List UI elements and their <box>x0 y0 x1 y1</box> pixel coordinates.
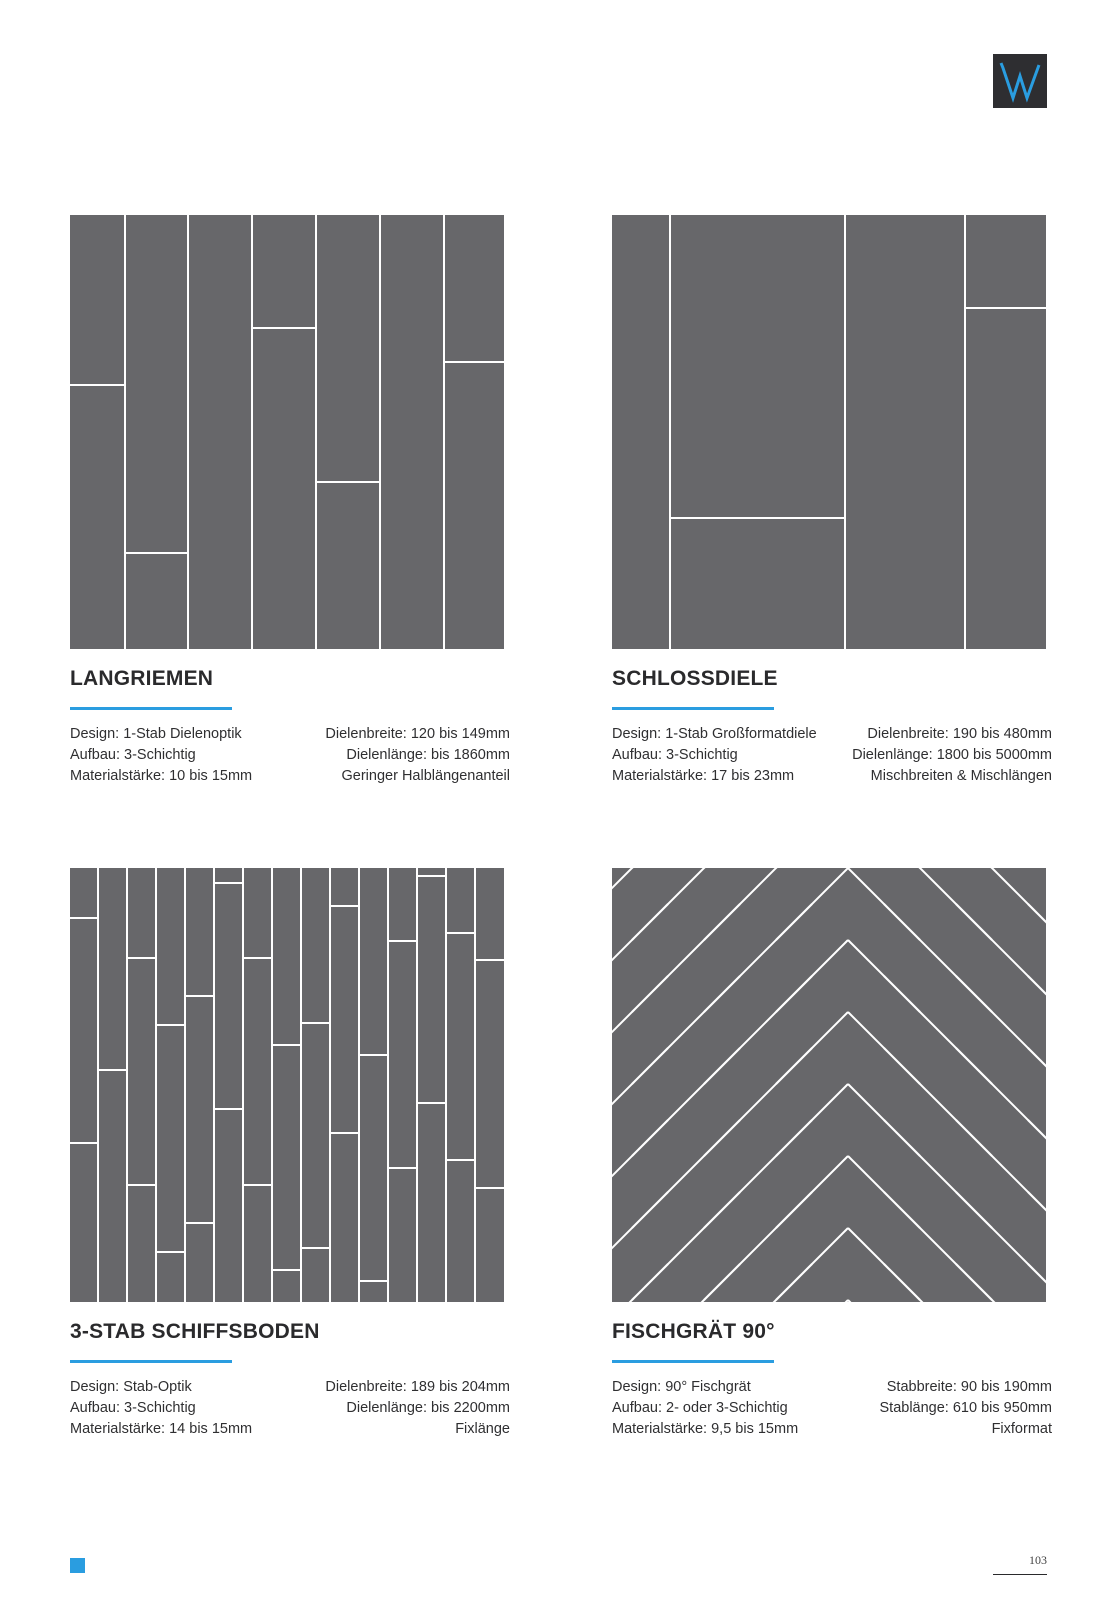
plank-joint <box>776 976 812 1012</box>
plank-joint <box>704 904 740 940</box>
spec-breite: Stabbreite: 90 bis 190mm <box>886 1379 1052 1395</box>
fischgraet-pattern-image <box>612 868 1046 1302</box>
spec-materialstaerke: Materialstärke: 9,5 bis 15mm <box>612 1421 799 1437</box>
plank-joint <box>612 1012 848 1302</box>
page-marker-square <box>70 1558 85 1573</box>
plank-joint <box>956 1192 992 1228</box>
spec-design: Design: 1-Stab Dielenoptik <box>70 726 242 742</box>
plank-joint <box>1028 976 1046 1012</box>
spec-design: Design: 1-Stab Großformatdiele <box>612 726 817 742</box>
specs-right-column <box>852 724 1052 787</box>
plank-joint <box>956 1120 992 1156</box>
spec-breite: Dielenbreite: 189 bis 204mm <box>325 1379 510 1395</box>
plank-joint <box>612 868 848 1052</box>
pattern-title: FISCHGRÄT 90° <box>612 1320 775 1343</box>
spec-aufbau: Aufbau: 3-Schichtig <box>70 1400 196 1416</box>
spec-note: Geringer Halblängenanteil <box>341 768 510 784</box>
schlossdiele-joints <box>612 215 1046 649</box>
plank-joint <box>1028 1192 1046 1228</box>
plank-joint <box>776 1264 812 1300</box>
specs-left-column <box>70 1377 252 1440</box>
brand-logo <box>993 54 1047 108</box>
plank-joint <box>956 976 992 1012</box>
plank-joint <box>884 1264 920 1300</box>
specs-left-column <box>70 724 252 787</box>
specs-left-column <box>612 1377 798 1440</box>
w-logo-icon <box>993 54 1047 108</box>
plank-joint <box>956 904 992 940</box>
schlossdiele-pattern-image <box>612 215 1046 649</box>
page-number: 103 <box>1029 1553 1047 1567</box>
specs-right-column <box>325 724 510 787</box>
plank-joint <box>612 868 848 1196</box>
spec-note: Fixlänge <box>455 1421 510 1437</box>
spec-aufbau: Aufbau: 2- oder 3-Schichtig <box>612 1400 788 1416</box>
spec-aufbau: Aufbau: 3-Schichtig <box>612 747 738 763</box>
plank-joint <box>704 1264 740 1300</box>
plank-joint <box>1028 1048 1046 1084</box>
spec-breite: Dielenbreite: 190 bis 480mm <box>867 726 1052 742</box>
spec-materialstaerke: Materialstärke: 10 bis 15mm <box>70 768 253 784</box>
spec-materialstaerke: Materialstärke: 14 bis 15mm <box>70 1421 253 1437</box>
plank-joint <box>884 1192 920 1228</box>
plank-joint <box>632 1264 668 1300</box>
plank-joint <box>632 904 668 940</box>
plank-joint <box>848 1300 1046 1302</box>
title-underline <box>70 707 232 710</box>
plank-joint <box>848 1084 1046 1302</box>
plank-joint <box>1028 904 1046 940</box>
spec-design: Design: 90° Fischgrät <box>612 1379 751 1395</box>
plank-joint <box>632 1192 668 1228</box>
spec-note: Mischbreiten & Mischlängen <box>870 768 1052 784</box>
spec-materialstaerke: Materialstärke: 17 bis 23mm <box>612 768 795 784</box>
schiffsboden-pattern-image <box>70 868 504 1302</box>
plank-joint <box>612 1084 848 1302</box>
plank-joint <box>884 976 920 1012</box>
spec-laenge: Dielenlänge: bis 2200mm <box>346 1400 510 1416</box>
plank-joint <box>956 1264 992 1300</box>
plank-joint <box>632 1120 668 1156</box>
plank-joint <box>848 868 1046 1268</box>
plank-joint <box>884 904 920 940</box>
pattern-title: SCHLOSSDIELE <box>612 667 778 690</box>
plank-joint <box>884 1048 920 1084</box>
specs-right-column <box>325 1377 510 1440</box>
spec-laenge: Dielenlänge: bis 1860mm <box>346 747 510 763</box>
plank-joint <box>612 1300 848 1302</box>
spec-laenge: Dielenlänge: 1800 bis 5000mm <box>852 747 1052 763</box>
plank-joint <box>848 868 1046 1196</box>
plank-joint <box>704 1120 740 1156</box>
specs-right-column <box>880 1377 1053 1440</box>
plank-joint <box>632 976 668 1012</box>
plank-joint <box>612 1228 848 1302</box>
schiffsboden-joints <box>70 868 504 1302</box>
plank-joint <box>1028 1264 1046 1300</box>
plank-joint <box>776 904 812 940</box>
plank-joint <box>704 1192 740 1228</box>
plank-joint <box>776 1048 812 1084</box>
page-number-rule <box>993 1574 1047 1575</box>
langriemen-joints <box>70 215 504 649</box>
specs-left-column <box>612 724 817 787</box>
plank-joint <box>612 1156 848 1302</box>
spec-aufbau: Aufbau: 3-Schichtig <box>70 747 196 763</box>
title-underline <box>70 1360 232 1363</box>
title-underline <box>612 1360 774 1363</box>
langriemen-pattern-image <box>70 215 504 649</box>
plank-joint <box>704 1048 740 1084</box>
spec-note: Fixformat <box>991 1421 1052 1437</box>
plank-joint <box>848 868 1046 1124</box>
plank-joint <box>704 976 740 1012</box>
plank-joint <box>848 1228 1046 1302</box>
spec-design: Design: Stab-Optik <box>70 1379 192 1395</box>
plank-joint <box>884 1120 920 1156</box>
plank-joint <box>848 1156 1046 1302</box>
fischgraet-joints <box>612 868 1046 1302</box>
spec-laenge: Stablänge: 610 bis 950mm <box>879 1400 1052 1416</box>
plank-joint <box>1028 1120 1046 1156</box>
pattern-title: 3-STAB SCHIFFSBODEN <box>70 1320 320 1343</box>
plank-joint <box>776 1120 812 1156</box>
plank-joint <box>632 1048 668 1084</box>
plank-joint <box>956 1048 992 1084</box>
pattern-title: LANGRIEMEN <box>70 667 214 690</box>
spec-breite: Dielenbreite: 120 bis 149mm <box>325 726 510 742</box>
title-underline <box>612 707 774 710</box>
plank-joint <box>776 1192 812 1228</box>
plank-joint <box>612 940 848 1302</box>
plank-joint <box>848 940 1046 1302</box>
